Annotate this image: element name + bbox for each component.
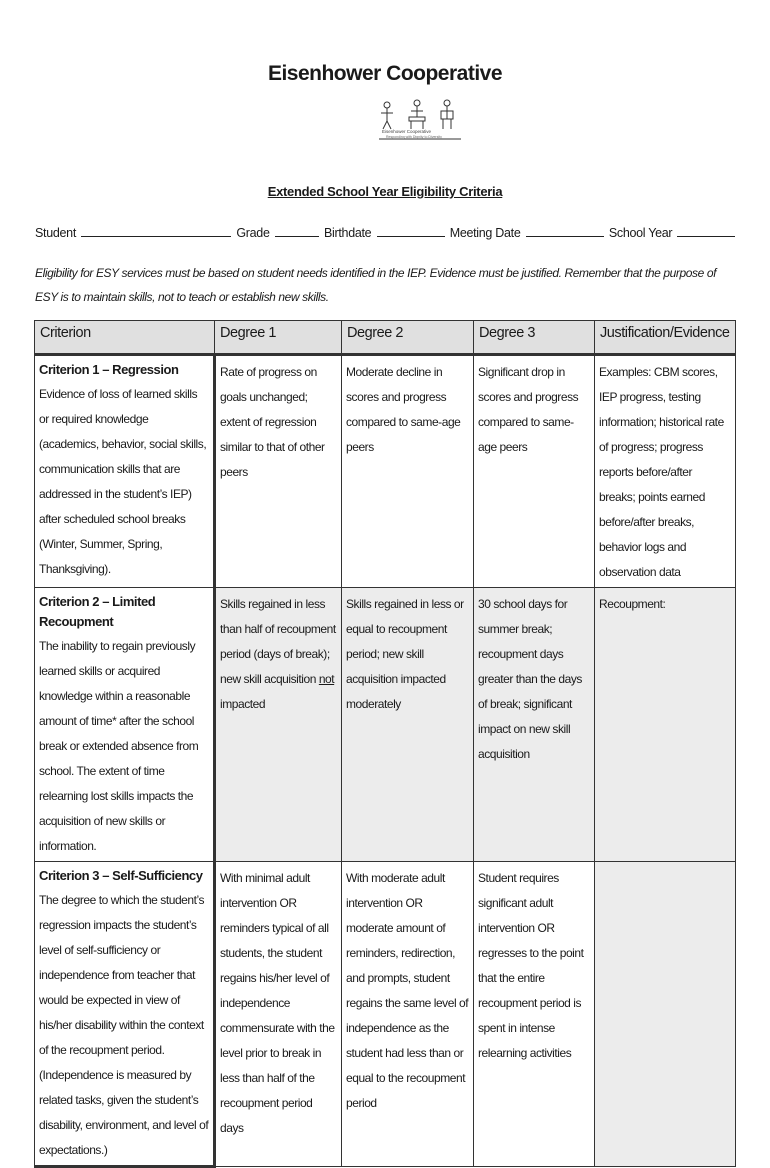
form-subtitle: Extended School Year Eligibility Criteria — [267, 184, 503, 199]
criterion-cell — [35, 355, 215, 588]
school-year-label: School Year — [608, 226, 673, 240]
criterion-cell — [35, 588, 215, 862]
student-info-fields — [35, 225, 735, 240]
degree-3-cell: 30 school days for summer break; recoupment days greater than the days of break; significant impact on new skill acquisition — [474, 588, 595, 862]
logo-caption: Eisenhower Cooperative — [382, 129, 432, 134]
degree-1-text-a: Skills regained in less than half of recoupment period (days of break); new skill acquisition — [220, 597, 336, 686]
table-row — [35, 862, 736, 1167]
degree-1-cell: Rate of progress on goals unchanged; extent of regression similar to that of other peers — [215, 355, 342, 588]
degree-2-cell: Skills regained in less or equal to recoupment period; new skill acquisition impacted moderately — [342, 588, 474, 862]
criterion-title: Criterion 3 – Self-Sufficiency — [39, 868, 203, 883]
grade-field[interactable] — [275, 225, 319, 237]
criterion-cell — [35, 862, 215, 1167]
criterion-description: Evidence of loss of learned skills or required knowledge (academics, behavior, social skills, communication skills that are addressed in the student’s IEP) after scheduled school breaks (Winter, Summer, Spring, Thanksgiving). — [39, 387, 207, 576]
header-degree-2: Degree 2 — [342, 321, 474, 355]
birthdate-field[interactable] — [377, 225, 445, 237]
degree-1-text-b: impacted — [220, 697, 266, 711]
intro-text: Eligibility for ESY services must be based on student needs identified in the IEP. Evidence must be justified. Remember that the purpose of ESY is to maintain skills, not to teach or establish new skills. — [35, 266, 717, 304]
grade-label: Grade — [236, 226, 270, 240]
header-justification: Justification/Evidence — [595, 321, 736, 355]
table-row — [35, 588, 736, 862]
student-field[interactable] — [81, 225, 231, 237]
meeting-date-field[interactable] — [526, 225, 604, 237]
header-degree-3: Degree 3 — [474, 321, 595, 355]
header-degree-1: Degree 1 — [215, 321, 342, 355]
evidence-cell: Recoupment: — [595, 588, 736, 862]
degree-3-cell: Significant drop in scores and progress compared to same-age peers — [474, 355, 595, 588]
page-title: Eisenhower Cooperative — [267, 62, 503, 85]
criterion-description: The degree to which the student’s regression impacts the student’s level of self-sufficiency or independence from teacher that would be expected in view of his/her disability within the context of the recoupment period. (Independence is measured by related tasks, given the student’s disability, environment, and level of expectations.) — [39, 893, 209, 1157]
logo-tagline: Responding with Dignity to Diversity — [386, 135, 442, 139]
evidence-cell: Examples: CBM scores, IEP progress, testing information; historical rate of progress; progress reports before/after breaks; points earned before/after breaks, behavior logs and observation data — [595, 355, 736, 588]
student-label: Student — [35, 226, 76, 240]
degree-2-cell: Moderate decline in scores and progress compared to same-age peers — [342, 355, 474, 588]
eligibility-criteria-table — [34, 320, 736, 1168]
birthdate-label: Birthdate — [324, 226, 372, 240]
criterion-title: Criterion 2 – Limited Recoupment — [39, 594, 156, 629]
degree-3-cell: Student requires significant adult intervention OR regresses to the point that the entire recoupment period is spent in intense relearning activities — [474, 862, 595, 1167]
table-row — [35, 355, 736, 588]
evidence-cell[interactable] — [595, 862, 736, 1167]
criterion-title: Criterion 1 – Regression — [39, 362, 179, 377]
meeting-date-label: Meeting Date — [449, 226, 521, 240]
degree-1-cell — [215, 588, 342, 862]
degree-1-underlined-not: not — [318, 672, 335, 686]
degree-1-cell: With minimal adult intervention OR reminders typical of all students, the student regains his/her level of independence commensurate with the level prior to break in less than half of the recoupment period days — [215, 862, 342, 1167]
header-criterion: Criterion — [35, 321, 215, 355]
school-year-field[interactable] — [677, 225, 735, 237]
table-header-row — [35, 321, 736, 355]
criterion-description: The inability to regain previously learned skills or acquired knowledge within a reasonable amount of time* after the school break or extended absence from school. The extent of time relearning lost skills impacts the acquisition of new skills or information. — [39, 639, 199, 853]
degree-2-cell: With moderate adult intervention OR moderate amount of reminders, redirection, and prompts, student regains the same level of independence as the student had less than or equal to the recoupment period — [342, 862, 474, 1167]
